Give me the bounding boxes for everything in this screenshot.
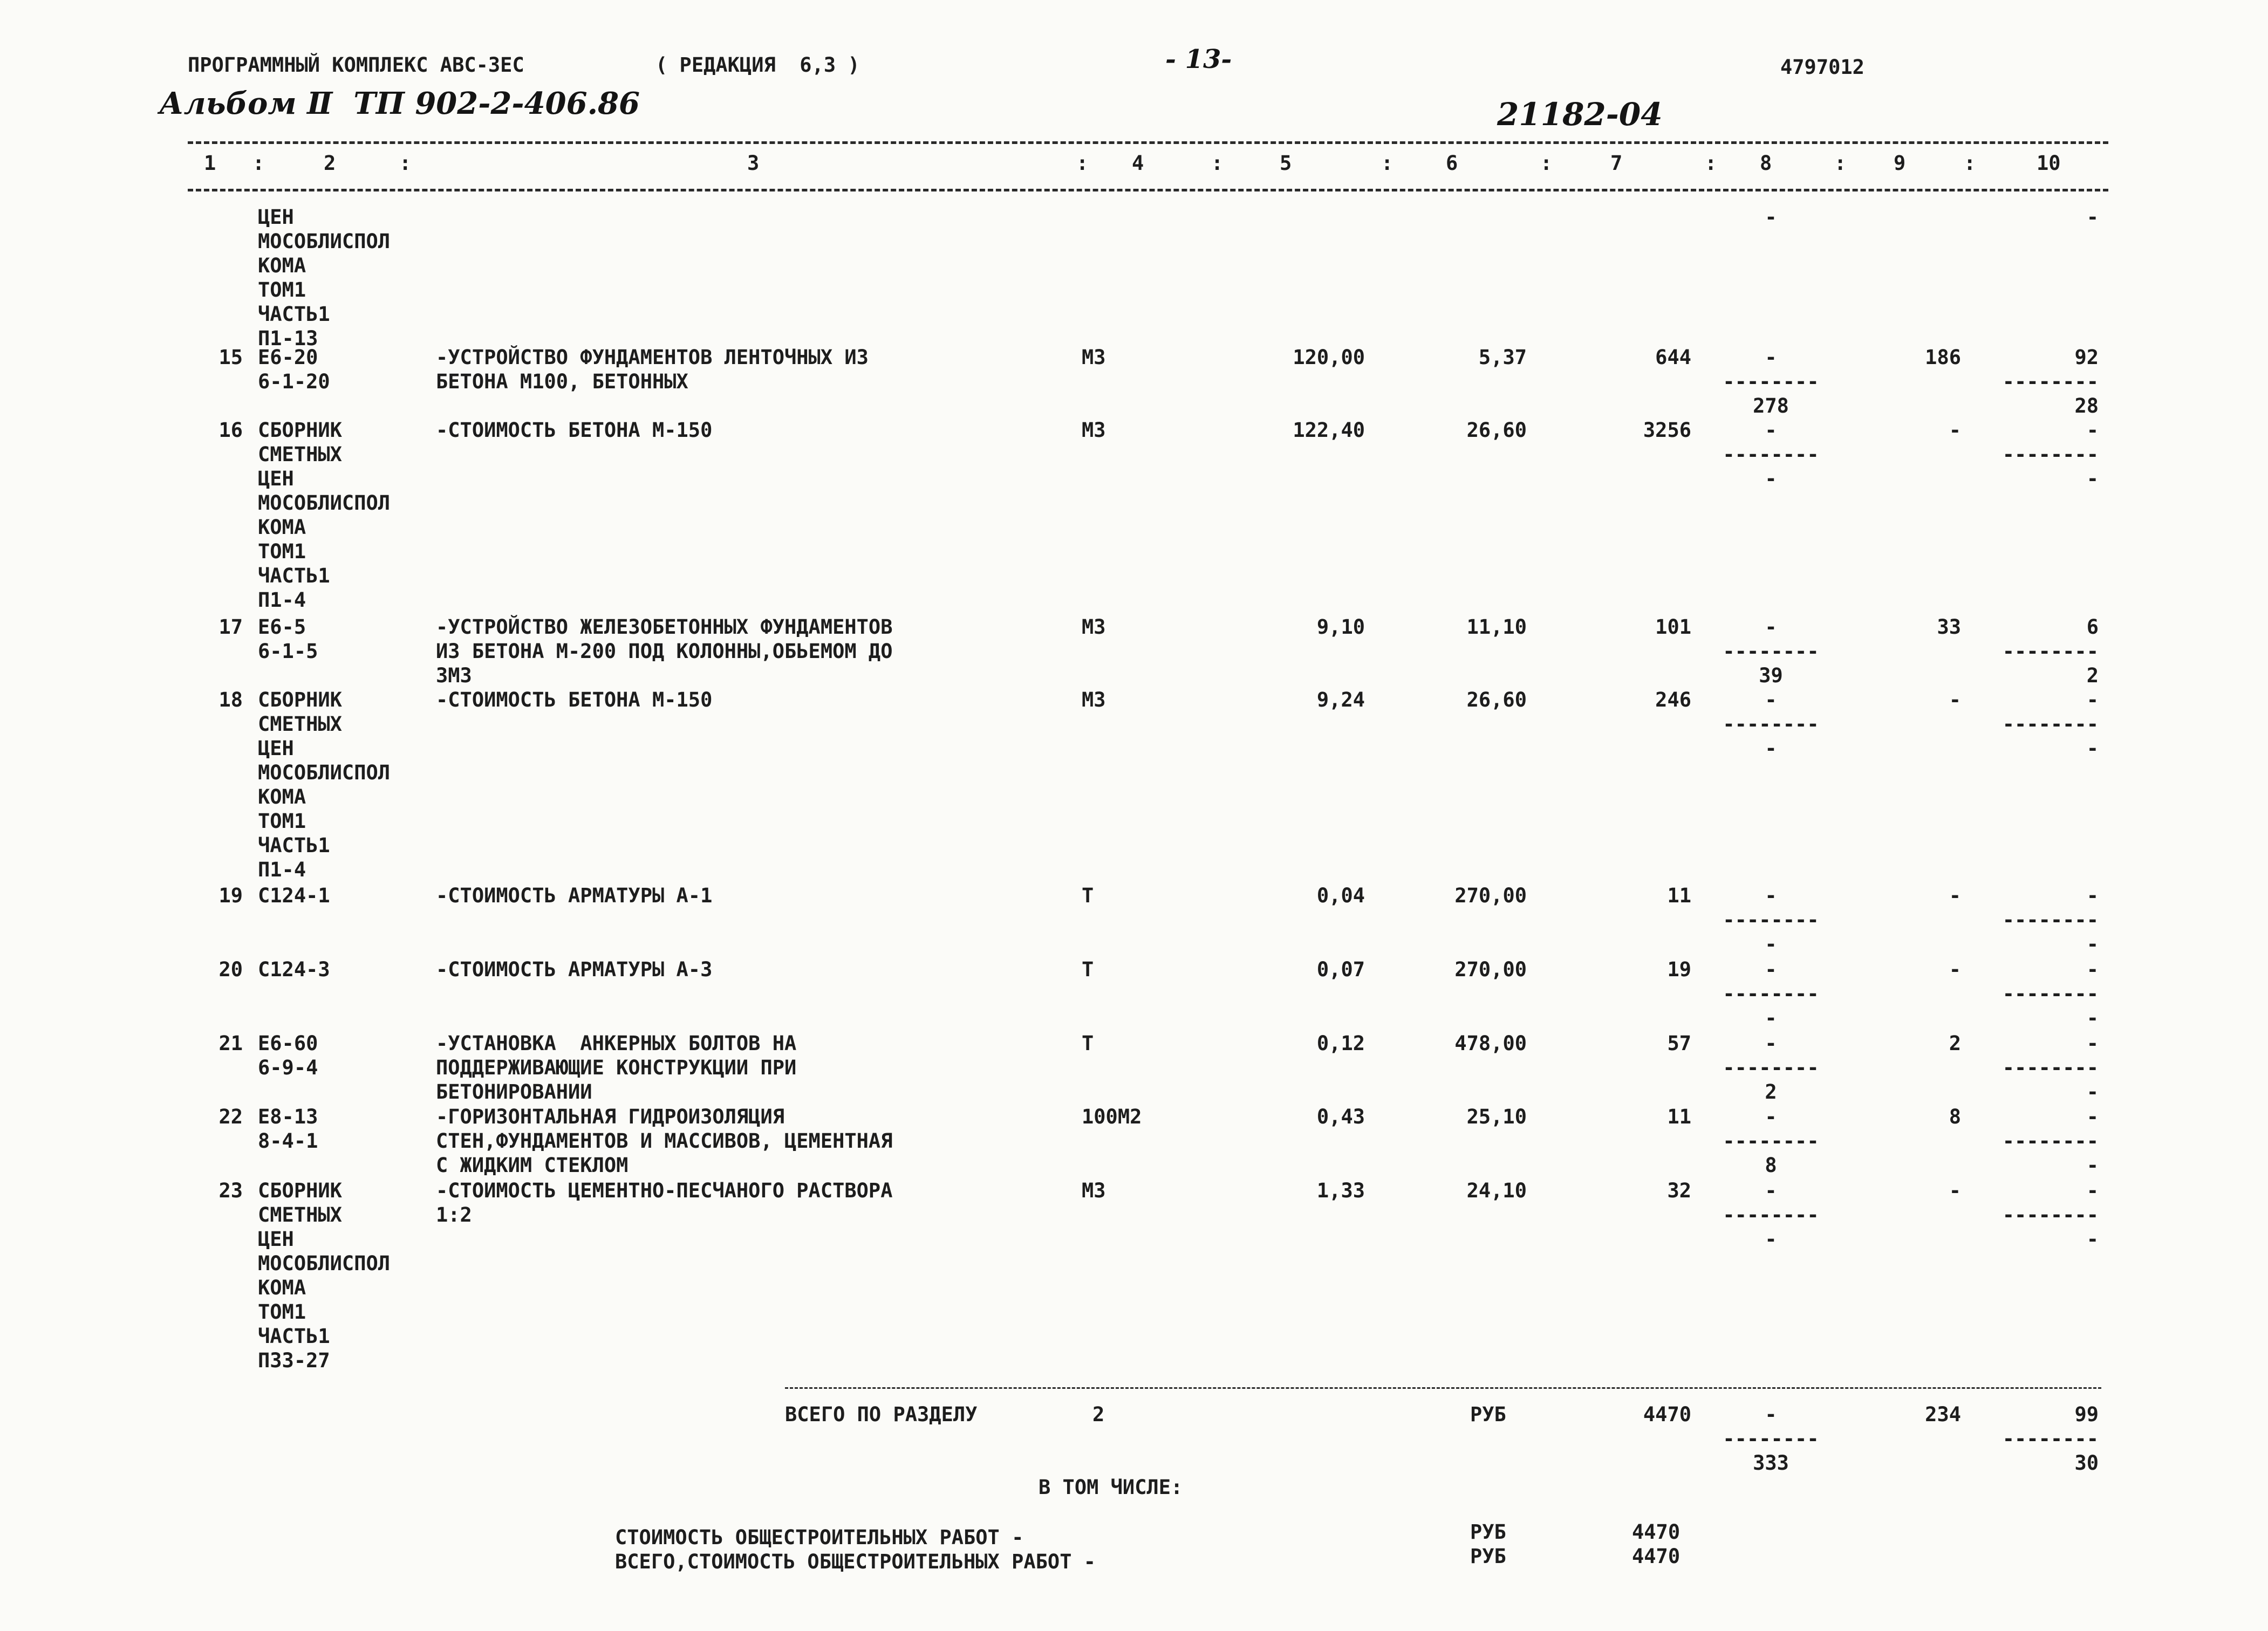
row-col8	[1710, 615, 1832, 688]
row-name	[436, 615, 892, 688]
row-number: 22	[218, 1105, 243, 1128]
row-col8-line: 8	[1765, 1154, 1777, 1177]
row-unit: М3	[1082, 615, 1106, 639]
row-code	[258, 1178, 390, 1373]
row-unit: М3	[1082, 1179, 1106, 1202]
row-col10-line: -	[2086, 1032, 2099, 1055]
row-col10-line: --------	[2002, 640, 2099, 663]
row-name	[436, 688, 712, 712]
row-col9: -	[1949, 958, 1961, 981]
row-total: 3256	[1643, 419, 1691, 442]
row-total: 644	[1655, 346, 1691, 369]
row-col8	[1710, 205, 1832, 229]
row-col8-line: --------	[1723, 908, 1819, 931]
row-code-line: МОСОБЛИСПОЛ	[258, 761, 391, 784]
row-code-line: Е8-13	[258, 1105, 318, 1128]
summary-line-1-value: 4470	[1632, 1520, 1680, 1544]
row-code-line: 6-1-20	[258, 370, 330, 393]
summary-line-2-value: 4470	[1632, 1545, 1680, 1568]
row-code-line: 8-4-1	[258, 1129, 318, 1153]
row-code	[258, 418, 390, 612]
edition-label: ( РЕДАКЦИЯ 6,3 )	[655, 53, 860, 77]
row-col10	[1977, 1031, 2099, 1104]
row-col9: -	[1949, 688, 1961, 711]
row-total: 57	[1667, 1032, 1691, 1055]
document-number: 4797012	[1780, 56, 1864, 79]
row-col9: 2	[1949, 1032, 1961, 1055]
row-number: 23	[218, 1179, 243, 1202]
row-col8-line: -	[1765, 1032, 1777, 1055]
row-col10-line: -	[2086, 205, 2099, 229]
row-number: 20	[218, 958, 243, 981]
row-quantity: 0,04	[1316, 884, 1365, 907]
column-header-2: 2	[324, 152, 336, 175]
row-total: 19	[1667, 958, 1691, 981]
row-code-line: КОМА	[258, 516, 306, 539]
row-col9: 33	[1937, 615, 1961, 639]
row-code-line: ЧАСТЬ1	[258, 834, 330, 857]
row-name-line: ПОДДЕРЖИВАЮЩИЕ КОНСТРУКЦИИ ПРИ	[436, 1056, 797, 1079]
summary-col8-top: -	[1765, 1403, 1777, 1426]
row-col10-line: 2	[2086, 664, 2099, 687]
column-separator: :	[252, 152, 265, 175]
row-name-line: -СТОИМОСТЬ БЕТОНА М-150	[436, 688, 713, 711]
row-name-line: БЕТОНИРОВАНИИ	[436, 1080, 592, 1104]
row-code-line: ЦЕН	[258, 467, 294, 490]
row-col8-line: -	[1765, 615, 1777, 639]
row-quantity: 0,07	[1316, 958, 1365, 981]
row-name-line: С ЖИДКИМ СТЕКЛОМ	[436, 1154, 629, 1177]
row-col8-line: --------	[1723, 1203, 1819, 1226]
row-total: 32	[1667, 1179, 1691, 1202]
row-number: 19	[218, 884, 243, 907]
row-col10-line: -	[2086, 1080, 2099, 1104]
row-col8-line: -	[1765, 346, 1777, 369]
column-header-10: 10	[2037, 152, 2061, 175]
row-code-line: 6-1-5	[258, 640, 318, 663]
row-code-line: ТОМ1	[258, 540, 306, 563]
column-header-9: 9	[1894, 152, 1906, 175]
summary-col10-bottom: 30	[2074, 1451, 2099, 1475]
summary-line-1-unit: РУБ	[1470, 1520, 1506, 1544]
including-label: В ТОМ ЧИСЛЕ:	[1039, 1476, 1183, 1499]
row-col8-line: 278	[1753, 394, 1789, 417]
row-col8	[1710, 1031, 1832, 1104]
summary-unit: РУБ	[1470, 1403, 1506, 1426]
row-col10-line: -	[2086, 419, 2099, 442]
row-col8	[1710, 688, 1832, 760]
row-col10-line: -	[2086, 688, 2099, 711]
row-code	[258, 615, 318, 663]
row-code-line: ЧАСТЬ1	[258, 303, 330, 326]
row-unit: М3	[1082, 346, 1106, 369]
row-name-line: -УСТРОЙСТВО ЖЕЛЕЗОБЕТОННЫХ ФУНДАМЕНТОВ	[436, 615, 893, 639]
row-col10-line: -	[2086, 1154, 2099, 1177]
row-col9: -	[1949, 1179, 1961, 1202]
row-col8-line: --------	[1723, 640, 1819, 663]
row-code	[258, 345, 330, 394]
row-unit: М3	[1082, 419, 1106, 442]
row-col8-line: -	[1765, 419, 1777, 442]
summary-col10	[1977, 1402, 2099, 1475]
row-number: 15	[218, 346, 243, 369]
top-rule	[188, 141, 2108, 144]
row-col10	[1977, 205, 2099, 229]
row-price: 478,00	[1454, 1032, 1527, 1055]
summary-col8-bottom: 333	[1753, 1451, 1789, 1475]
summary-col10-rule: --------	[2002, 1427, 2099, 1450]
row-col8-line: -	[1765, 1006, 1777, 1030]
row-col8	[1710, 345, 1832, 418]
row-col10-line: -	[2086, 737, 2099, 760]
row-total: 101	[1655, 615, 1691, 639]
row-col10-line: --------	[2002, 370, 2099, 393]
row-number: 17	[218, 615, 243, 639]
row-col8-line: -	[1765, 1105, 1777, 1128]
row-code	[258, 1105, 318, 1153]
row-col9: 8	[1949, 1105, 1961, 1128]
column-separator: :	[1834, 152, 1847, 175]
row-code	[258, 205, 390, 351]
row-col10-line: -	[2086, 1006, 2099, 1030]
column-header-4: 4	[1132, 152, 1144, 175]
row-code-line: П1-4	[258, 858, 306, 881]
row-total: 11	[1667, 1105, 1691, 1128]
row-col8-line: --------	[1723, 712, 1819, 736]
row-code-line: Е6-20	[258, 346, 318, 369]
row-price: 25,10	[1466, 1105, 1527, 1128]
row-price: 26,60	[1466, 419, 1527, 442]
row-name-line: 1:2	[436, 1203, 472, 1226]
program-title: ПРОГРАММНЫЙ КОМПЛЕКС АВС-3ЕС	[188, 53, 524, 77]
header-rule	[188, 189, 2108, 191]
row-col8	[1710, 883, 1832, 956]
row-unit: Т	[1082, 1032, 1094, 1055]
column-header-6: 6	[1446, 152, 1458, 175]
row-col10-line: -	[2086, 1228, 2099, 1251]
row-col8-line: 39	[1759, 664, 1783, 687]
column-header-8: 8	[1760, 152, 1772, 175]
row-name-line: -УСТРОЙСТВО ФУНДАМЕНТОВ ЛЕНТОЧНЫХ ИЗ	[436, 346, 869, 369]
row-col8-line: -	[1765, 737, 1777, 760]
row-col10-line: --------	[2002, 982, 2099, 1005]
row-code-line: СБОРНИК	[258, 1179, 342, 1202]
row-col10	[1977, 957, 2099, 1030]
row-code	[258, 883, 330, 908]
row-col8-line: --------	[1723, 370, 1819, 393]
column-header-5: 5	[1280, 152, 1292, 175]
row-name-line: -СТОИМОСТЬ ЦЕМЕНТНО-ПЕСЧАНОГО РАСТВОРА	[436, 1179, 893, 1202]
row-code-line: КОМА	[258, 1276, 306, 1299]
row-code-line: Е6-60	[258, 1032, 318, 1055]
row-col10	[1977, 345, 2099, 418]
row-number: 21	[218, 1032, 243, 1055]
row-name-line: -ГОРИЗОНТАЛЬНАЯ ГИДРОИЗОЛЯЦИЯ	[436, 1105, 785, 1128]
summary-col10-top: 99	[2074, 1403, 2099, 1426]
column-header-7: 7	[1610, 152, 1623, 175]
row-unit: М3	[1082, 688, 1106, 711]
row-col10-line: -	[2086, 467, 2099, 490]
row-col10	[1977, 1178, 2099, 1251]
row-quantity: 9,10	[1316, 615, 1365, 639]
row-total: 246	[1655, 688, 1691, 711]
row-price: 270,00	[1454, 958, 1527, 981]
summary-col9: 234	[1925, 1403, 1961, 1426]
row-quantity: 9,24	[1316, 688, 1365, 711]
row-code-line: С124-1	[258, 884, 330, 907]
summary-col8	[1710, 1402, 1832, 1475]
row-col10	[1977, 418, 2099, 491]
row-code-line: МОСОБЛИСПОЛ	[258, 230, 391, 253]
row-col8-line: --------	[1723, 443, 1819, 466]
column-header-1: 1	[204, 152, 216, 175]
row-col9: -	[1949, 419, 1961, 442]
column-separator: :	[1076, 152, 1089, 175]
row-col8	[1710, 957, 1832, 1030]
summary-label: ВСЕГО ПО РАЗДЕЛУ	[785, 1403, 978, 1426]
row-code	[258, 688, 390, 882]
row-col10-line: -	[2086, 884, 2099, 907]
row-name-line: -УСТАНОВКА АНКЕРНЫХ БОЛТОВ НА	[436, 1032, 797, 1055]
row-col8-line: -	[1765, 884, 1777, 907]
row-col10-line: --------	[2002, 443, 2099, 466]
row-code-line: П33-27	[258, 1349, 330, 1372]
row-price: 26,60	[1466, 688, 1527, 711]
row-number: 16	[218, 419, 243, 442]
row-col8	[1710, 1105, 1832, 1177]
column-separator: :	[1381, 152, 1393, 175]
column-separator: :	[399, 152, 412, 175]
row-col10-line: 6	[2086, 615, 2099, 639]
row-name	[436, 1031, 796, 1104]
row-code-line: ЧАСТЬ1	[258, 1325, 330, 1348]
row-code	[258, 957, 330, 982]
row-col8-line: --------	[1723, 1129, 1819, 1153]
column-separator: :	[1705, 152, 1717, 175]
row-col10	[1977, 615, 2099, 688]
row-unit: 100М2	[1082, 1105, 1142, 1128]
row-price: 11,10	[1466, 615, 1527, 639]
estimate-code: 21182-04	[1497, 96, 1663, 133]
row-code	[258, 1031, 318, 1080]
row-col8-line: -	[1765, 205, 1777, 229]
row-code-line: СМЕТНЫХ	[258, 712, 342, 736]
row-name-line: -СТОИМОСТЬ АРМАТУРЫ А-3	[436, 958, 713, 981]
row-quantity: 120,00	[1293, 346, 1365, 369]
row-col10-line: --------	[2002, 1129, 2099, 1153]
row-col10-line: -	[2086, 933, 2099, 956]
row-col10-line: --------	[2002, 1203, 2099, 1226]
row-code-line: С124-3	[258, 958, 330, 981]
row-name	[436, 883, 712, 908]
summary-line-2-unit: РУБ	[1470, 1545, 1506, 1568]
row-col8	[1710, 418, 1832, 491]
row-name-line: ИЗ БЕТОНА М-200 ПОД КОЛОННЫ,ОБЬЕМОМ ДО	[436, 640, 893, 663]
summary-section: 2	[1092, 1403, 1105, 1426]
row-code-line: МОСОБЛИСПОЛ	[258, 1252, 391, 1275]
row-quantity: 0,43	[1316, 1105, 1365, 1128]
row-col10-line: -	[2086, 1105, 2099, 1128]
page-number: - 13-	[1165, 44, 1232, 74]
row-price: 24,10	[1466, 1179, 1527, 1202]
summary-rule	[785, 1387, 2101, 1389]
row-quantity: 1,33	[1316, 1179, 1365, 1202]
row-code-line: МОСОБЛИСПОЛ	[258, 491, 391, 515]
row-name	[436, 957, 712, 982]
row-col8-line: -	[1765, 958, 1777, 981]
row-name-line: -СТОИМОСТЬ АРМАТУРЫ А-1	[436, 884, 713, 907]
summary-line-1-label: СТОИМОСТЬ ОБЩЕСТРОИТЕЛЬНЫХ РАБОТ -	[615, 1526, 1024, 1549]
row-col10	[1977, 1105, 2099, 1177]
row-code-line: КОМА	[258, 785, 306, 808]
row-code-line: ЧАСТЬ1	[258, 564, 330, 587]
row-col10-line: 92	[2074, 346, 2099, 369]
row-code-line: 6-9-4	[258, 1056, 318, 1079]
row-col10-line: --------	[2002, 908, 2099, 931]
row-code-line: СБОРНИК	[258, 688, 342, 711]
column-header-3: 3	[747, 152, 760, 175]
row-unit: Т	[1082, 884, 1094, 907]
row-code-line: Е6-5	[258, 615, 306, 639]
row-code-line: ТОМ1	[258, 278, 306, 301]
row-code-line: ЦЕН	[258, 1228, 294, 1251]
row-col8-line: -	[1765, 1228, 1777, 1251]
row-name-line: БЕТОНА М100, БЕТОННЫХ	[436, 370, 688, 393]
row-number: 18	[218, 688, 243, 711]
summary-line-2-label: ВСЕГО,СТОИМОСТЬ ОБЩЕСТРОИТЕЛЬНЫХ РАБОТ -	[615, 1550, 1096, 1573]
row-col9: -	[1949, 884, 1961, 907]
row-col8-line: --------	[1723, 1056, 1819, 1079]
row-name	[436, 1105, 892, 1177]
row-code-line: ЦЕН	[258, 205, 294, 229]
column-separator: :	[1211, 152, 1224, 175]
row-col10-line: 28	[2074, 394, 2099, 417]
row-col8-line: -	[1765, 1179, 1777, 1202]
row-name-line: 3М3	[436, 664, 472, 687]
row-code-line: П1-13	[258, 327, 318, 350]
row-col8-line: -	[1765, 467, 1777, 490]
row-unit: Т	[1082, 958, 1094, 981]
row-name	[436, 418, 712, 442]
row-code-line: П1-4	[258, 588, 306, 612]
row-price: 270,00	[1454, 884, 1527, 907]
row-col10-line: -	[2086, 958, 2099, 981]
row-col8-line: -	[1765, 933, 1777, 956]
summary-total: 4470	[1643, 1403, 1691, 1426]
row-col8-line: 2	[1765, 1080, 1777, 1104]
row-col8-line: -	[1765, 688, 1777, 711]
row-col9: 186	[1925, 346, 1961, 369]
row-code-line: СМЕТНЫХ	[258, 443, 342, 466]
row-col10-line: -	[2086, 1179, 2099, 1202]
row-code-line: ТОМ1	[258, 1300, 306, 1324]
row-col10	[1977, 688, 2099, 760]
row-code-line: СБОРНИК	[258, 419, 342, 442]
row-quantity: 122,40	[1293, 419, 1365, 442]
row-name	[436, 1178, 892, 1227]
row-total: 11	[1667, 884, 1691, 907]
column-separator: :	[1964, 152, 1976, 175]
summary-col8-rule: --------	[1723, 1427, 1819, 1450]
row-code-line: ТОМ1	[258, 810, 306, 833]
row-col8-line: --------	[1723, 982, 1819, 1005]
row-col8	[1710, 1178, 1832, 1251]
row-col10-line: --------	[2002, 1056, 2099, 1079]
column-separator: :	[1540, 152, 1553, 175]
row-code-line: КОМА	[258, 254, 306, 277]
row-name-line: СТЕН,ФУНДАМЕНТОВ И МАССИВОВ, ЦЕМЕНТНАЯ	[436, 1129, 893, 1153]
row-col10-line: --------	[2002, 712, 2099, 736]
row-price: 5,37	[1478, 346, 1527, 369]
row-code-line: СМЕТНЫХ	[258, 1203, 342, 1226]
row-col10	[1977, 883, 2099, 956]
row-quantity: 0,12	[1316, 1032, 1365, 1055]
album-reference: Альбом Ⅱ ТП 902-2-406.86	[159, 86, 640, 121]
row-name	[436, 345, 869, 394]
row-name-line: -СТОИМОСТЬ БЕТОНА М-150	[436, 419, 713, 442]
row-code-line: ЦЕН	[258, 737, 294, 760]
